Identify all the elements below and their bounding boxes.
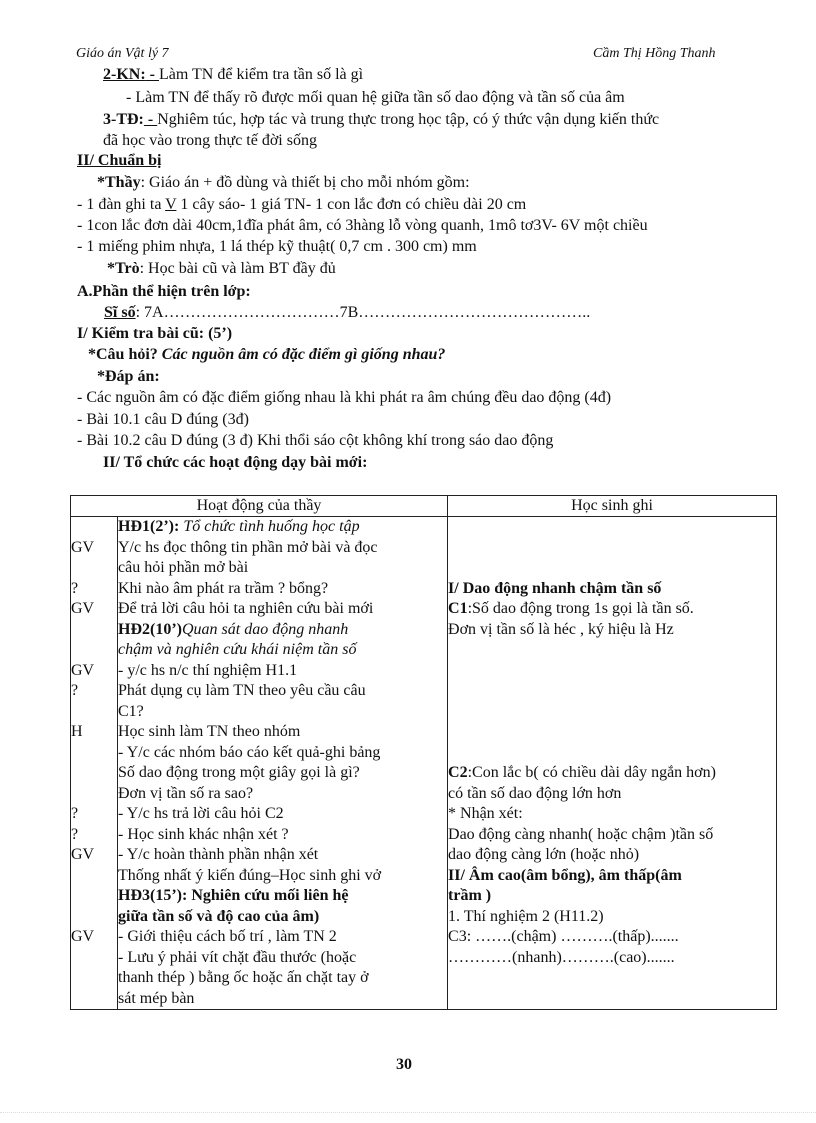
role-cell: GV	[71, 928, 95, 945]
role-cell: ?	[71, 682, 79, 699]
student-line	[107, 259, 336, 279]
note-text: :Số dao động trong 1s gọi là tần số.	[467, 600, 694, 617]
activity-subtitle: Quan sát dao động nhanh	[181, 620, 349, 638]
role-cell: GV	[71, 846, 95, 863]
activity-text: - Lưu ý phải vít chặt đầu thước (hoặc	[118, 948, 357, 966]
note-line	[448, 989, 776, 1010]
note-line	[448, 927, 776, 948]
note-line	[448, 722, 776, 743]
kn-text: Làm TN để kiểm tra tần số là gì	[158, 66, 364, 83]
teacher-activity-column	[118, 517, 448, 1010]
activity-line	[118, 804, 447, 825]
note-line	[448, 948, 776, 969]
student-text: : Học bài cũ và làm BT đầy đủ	[139, 260, 336, 277]
role-cell	[71, 763, 117, 784]
role-cell	[71, 784, 117, 805]
activity-line	[118, 558, 447, 579]
role-column	[71, 517, 118, 1010]
teacher-line	[97, 173, 470, 193]
note-text: có tần số dao động lớn hơn	[448, 784, 622, 802]
activity-line	[118, 743, 447, 764]
activity-heading: HĐ3(15’): Nghiên cứu mối liên hệ	[118, 887, 349, 904]
note-text: C3: …….(chậm) ……….(thấp).......	[448, 928, 679, 945]
activity-text: Khi nào âm phát ra trầm ? bổng?	[118, 579, 329, 597]
note-heading: C1	[448, 600, 468, 617]
note-line	[448, 804, 776, 825]
note-text: dao động càng lớn (hoặc nhỏ)	[448, 846, 640, 863]
prep-title: II/ Chuẩn bị	[77, 152, 162, 169]
note-text: …………(nhanh)……….(cao).......	[448, 948, 675, 966]
activity-line	[118, 948, 447, 969]
role-cell: GV	[71, 661, 95, 679]
role-cell	[71, 866, 117, 887]
note-line	[448, 640, 776, 661]
student-label: *Trò	[107, 260, 140, 277]
kn-label: 2-KN:	[103, 66, 146, 83]
activity-text: Y/c hs đọc thông tin phần mở bài và đọc	[118, 538, 378, 556]
activity-line	[118, 661, 447, 682]
role-cell: ?	[71, 825, 79, 843]
role-cell	[71, 907, 117, 928]
role-cell	[71, 517, 117, 538]
activity-line	[118, 907, 447, 928]
answer-1: - Các nguồn âm có đặc điểm giống nhau là khi phát ra âm chúng đều dao động (4đ)	[77, 389, 612, 406]
note-text: Dao động càng nhanh( hoặc chậm )tần số	[448, 825, 714, 843]
activity-text: - Y/c hs trả lời câu hỏi C2	[118, 805, 284, 822]
note-line	[448, 866, 776, 887]
question-label: *Câu hỏi?	[88, 346, 162, 363]
activity-line	[118, 886, 447, 907]
note-line	[448, 886, 776, 907]
activity-text: Phát dụng cụ làm TN theo yêu cầu câu	[118, 682, 366, 699]
answer-2: - Bài 10.1 câu D đúng (3đ)	[77, 411, 249, 428]
role-cell	[71, 886, 117, 907]
question-line	[88, 345, 445, 365]
note-line	[448, 661, 776, 682]
note-text: Đơn vị tần số là héc , ký hiệu là Hz	[448, 620, 674, 638]
note-heading: II/ Âm cao(âm bổng), âm thấp(âm	[448, 866, 682, 884]
role-cell: GV	[71, 600, 95, 617]
note-line	[448, 517, 776, 538]
page-divider	[0, 1112, 816, 1113]
note-text: * Nhận xét:	[448, 805, 523, 822]
check-title: I/ Kiểm tra bài cũ: (5’)	[77, 325, 233, 342]
note-line	[448, 599, 776, 620]
activity-text: thanh thép ) bằng ốc hoặc ấn chặt tay ở	[118, 969, 369, 986]
student-notes-header: Học sinh ghi	[448, 496, 777, 517]
activity-line	[118, 784, 447, 805]
role-cell: GV	[71, 538, 95, 556]
activity-line	[118, 579, 447, 600]
header-right: Cầm Thị Hồng Thanh	[593, 46, 716, 61]
attitude-line	[103, 110, 659, 130]
td-line2: đã học vào trong thực tế đời sống	[103, 132, 317, 149]
role-cell	[71, 948, 117, 969]
section-a-title: A.Phần thể hiện trên lớp:	[77, 283, 251, 300]
note-line	[448, 702, 776, 723]
role-cell	[71, 968, 117, 989]
answer-label: *Đáp án:	[97, 368, 160, 385]
activity-line	[118, 517, 447, 538]
siso-label: Sĩ số	[104, 304, 136, 321]
role-cell: H	[71, 723, 83, 740]
organization-title: II/ Tổ chức các hoạt động dạy bài mới:	[103, 454, 368, 471]
role-cell: ?	[71, 805, 79, 822]
activity-line	[118, 927, 447, 948]
note-line	[448, 968, 776, 989]
activity-heading: HĐ1(2’):	[118, 518, 184, 535]
note-heading: I/ Dao động nhanh chậm tần số	[448, 579, 662, 597]
teacher-label: *Thầy	[97, 174, 141, 191]
skills-line	[103, 65, 363, 85]
teacher-text: : Giáo án + đồ dùng và thiết bị cho mỗi nhóm gồm:	[140, 174, 470, 191]
activity-line	[118, 989, 447, 1010]
note-line	[448, 681, 776, 702]
activity-text: Đơn vị tần số ra sao?	[118, 784, 254, 802]
note-line	[448, 845, 776, 866]
activity-text: sát mép bàn	[118, 989, 195, 1007]
activity-text: - y/c hs n/c thí nghiệm H1.1	[118, 661, 298, 679]
note-heading: trầm )	[448, 887, 492, 904]
note-line	[448, 620, 776, 641]
activity-subtitle: chậm và nghiên cứu khái niệm tần số	[118, 641, 357, 658]
header-left: Giáo án Vật lý 7	[76, 46, 169, 61]
role-cell	[71, 640, 117, 661]
equipment-item-3: - 1 miếng phim nhựa, 1 lá thép kỹ thuật( 0,7 cm . 300 cm) mm	[77, 238, 477, 255]
activity-text: Thống nhất ý kiến đúng–Học sinh ghi vở	[118, 866, 382, 884]
kn-dash: -	[145, 66, 159, 83]
activity-text: - Y/c các nhóm báo cáo kết quả-ghi bảng	[118, 743, 381, 761]
page-number: 30	[396, 1056, 412, 1073]
activity-text: câu hỏi phần mở bài	[118, 559, 249, 576]
activity-text: - Giới thiệu cách bố trí , làm TN 2	[118, 928, 337, 945]
td-text: Nghiêm túc, hợp tác và trung thực trong học tập, có ý thức vận dụng kiến thức	[157, 111, 660, 128]
role-cell	[71, 989, 117, 1010]
activity-line	[118, 640, 447, 661]
activity-text: C1?	[118, 702, 144, 720]
attendance-line	[104, 303, 590, 323]
activity-line	[118, 722, 447, 743]
activity-heading: giữa tần số và độ cao của âm)	[118, 907, 320, 925]
activity-line	[118, 681, 447, 702]
kn-line2: - Làm TN để thấy rõ được mối quan hệ giữa tần số dao động và tần số của âm	[126, 89, 625, 106]
note-line	[448, 558, 776, 579]
activity-heading: HĐ2(10’)	[118, 620, 182, 638]
td-dash: -	[143, 111, 158, 128]
activity-text: Học sinh làm TN theo nhóm	[118, 723, 301, 740]
teacher-activity-header: Hoạt động của thầy	[71, 496, 448, 517]
equipment-item-1: - 1 đàn ghi ta V 1 cây sáo- 1 giá TN- 1 con lắc đơn có chiều dài 20 cm	[77, 196, 527, 213]
role-cell	[71, 702, 117, 723]
activity-line	[118, 825, 447, 846]
note-line	[448, 784, 776, 805]
note-line	[448, 825, 776, 846]
activity-text: Để trả lời câu hỏi ta nghiên cứu bài mới	[118, 600, 374, 617]
answer-3: - Bài 10.2 câu D đúng (3 đ) Khi thổi sáo cột không khí trong sáo dao động	[77, 432, 554, 449]
note-line	[448, 763, 776, 784]
equipment-item-2: - 1con lắc đơn dài 40cm,1đĩa phát âm, có 3hàng lỗ vòng quanh, 1mô tơ3V- 6V một chiều	[77, 217, 648, 234]
role-cell	[71, 743, 117, 764]
role-cell: ?	[71, 579, 79, 597]
activity-line	[118, 968, 447, 989]
note-text: 1. Thí nghiệm 2 (H11.2)	[448, 907, 604, 925]
activity-line	[118, 538, 447, 559]
activity-line	[118, 599, 447, 620]
activity-line	[118, 845, 447, 866]
activity-line	[118, 763, 447, 784]
note-line	[448, 743, 776, 764]
activity-text: - Học sinh khác nhận xét ?	[118, 825, 289, 843]
role-cell	[71, 558, 117, 579]
activity-text: - Y/c hoàn thành phần nhận xét	[118, 846, 319, 863]
question-text: Các nguồn âm có đặc điểm gì giống nhau?	[161, 346, 446, 363]
activity-line	[118, 702, 447, 723]
note-line	[448, 538, 776, 559]
activity-line	[118, 620, 447, 641]
activity-subtitle: Tổ chức tình huống học tập	[183, 518, 360, 535]
role-cell	[71, 620, 117, 641]
activity-line	[118, 866, 447, 887]
note-heading: C2	[448, 764, 468, 781]
lesson-table	[70, 495, 777, 1010]
note-line	[448, 907, 776, 928]
student-notes-column	[448, 517, 777, 1010]
note-line	[448, 579, 776, 600]
td-label: 3-TĐ:	[103, 111, 144, 128]
activity-text: Số dao động trong một giây gọi là gì?	[118, 764, 360, 781]
siso-text: : 7A……………………………7B……………………………………..	[135, 304, 591, 321]
note-text: :Con lắc b( có chiều dài dây ngắn hơn)	[467, 764, 716, 781]
